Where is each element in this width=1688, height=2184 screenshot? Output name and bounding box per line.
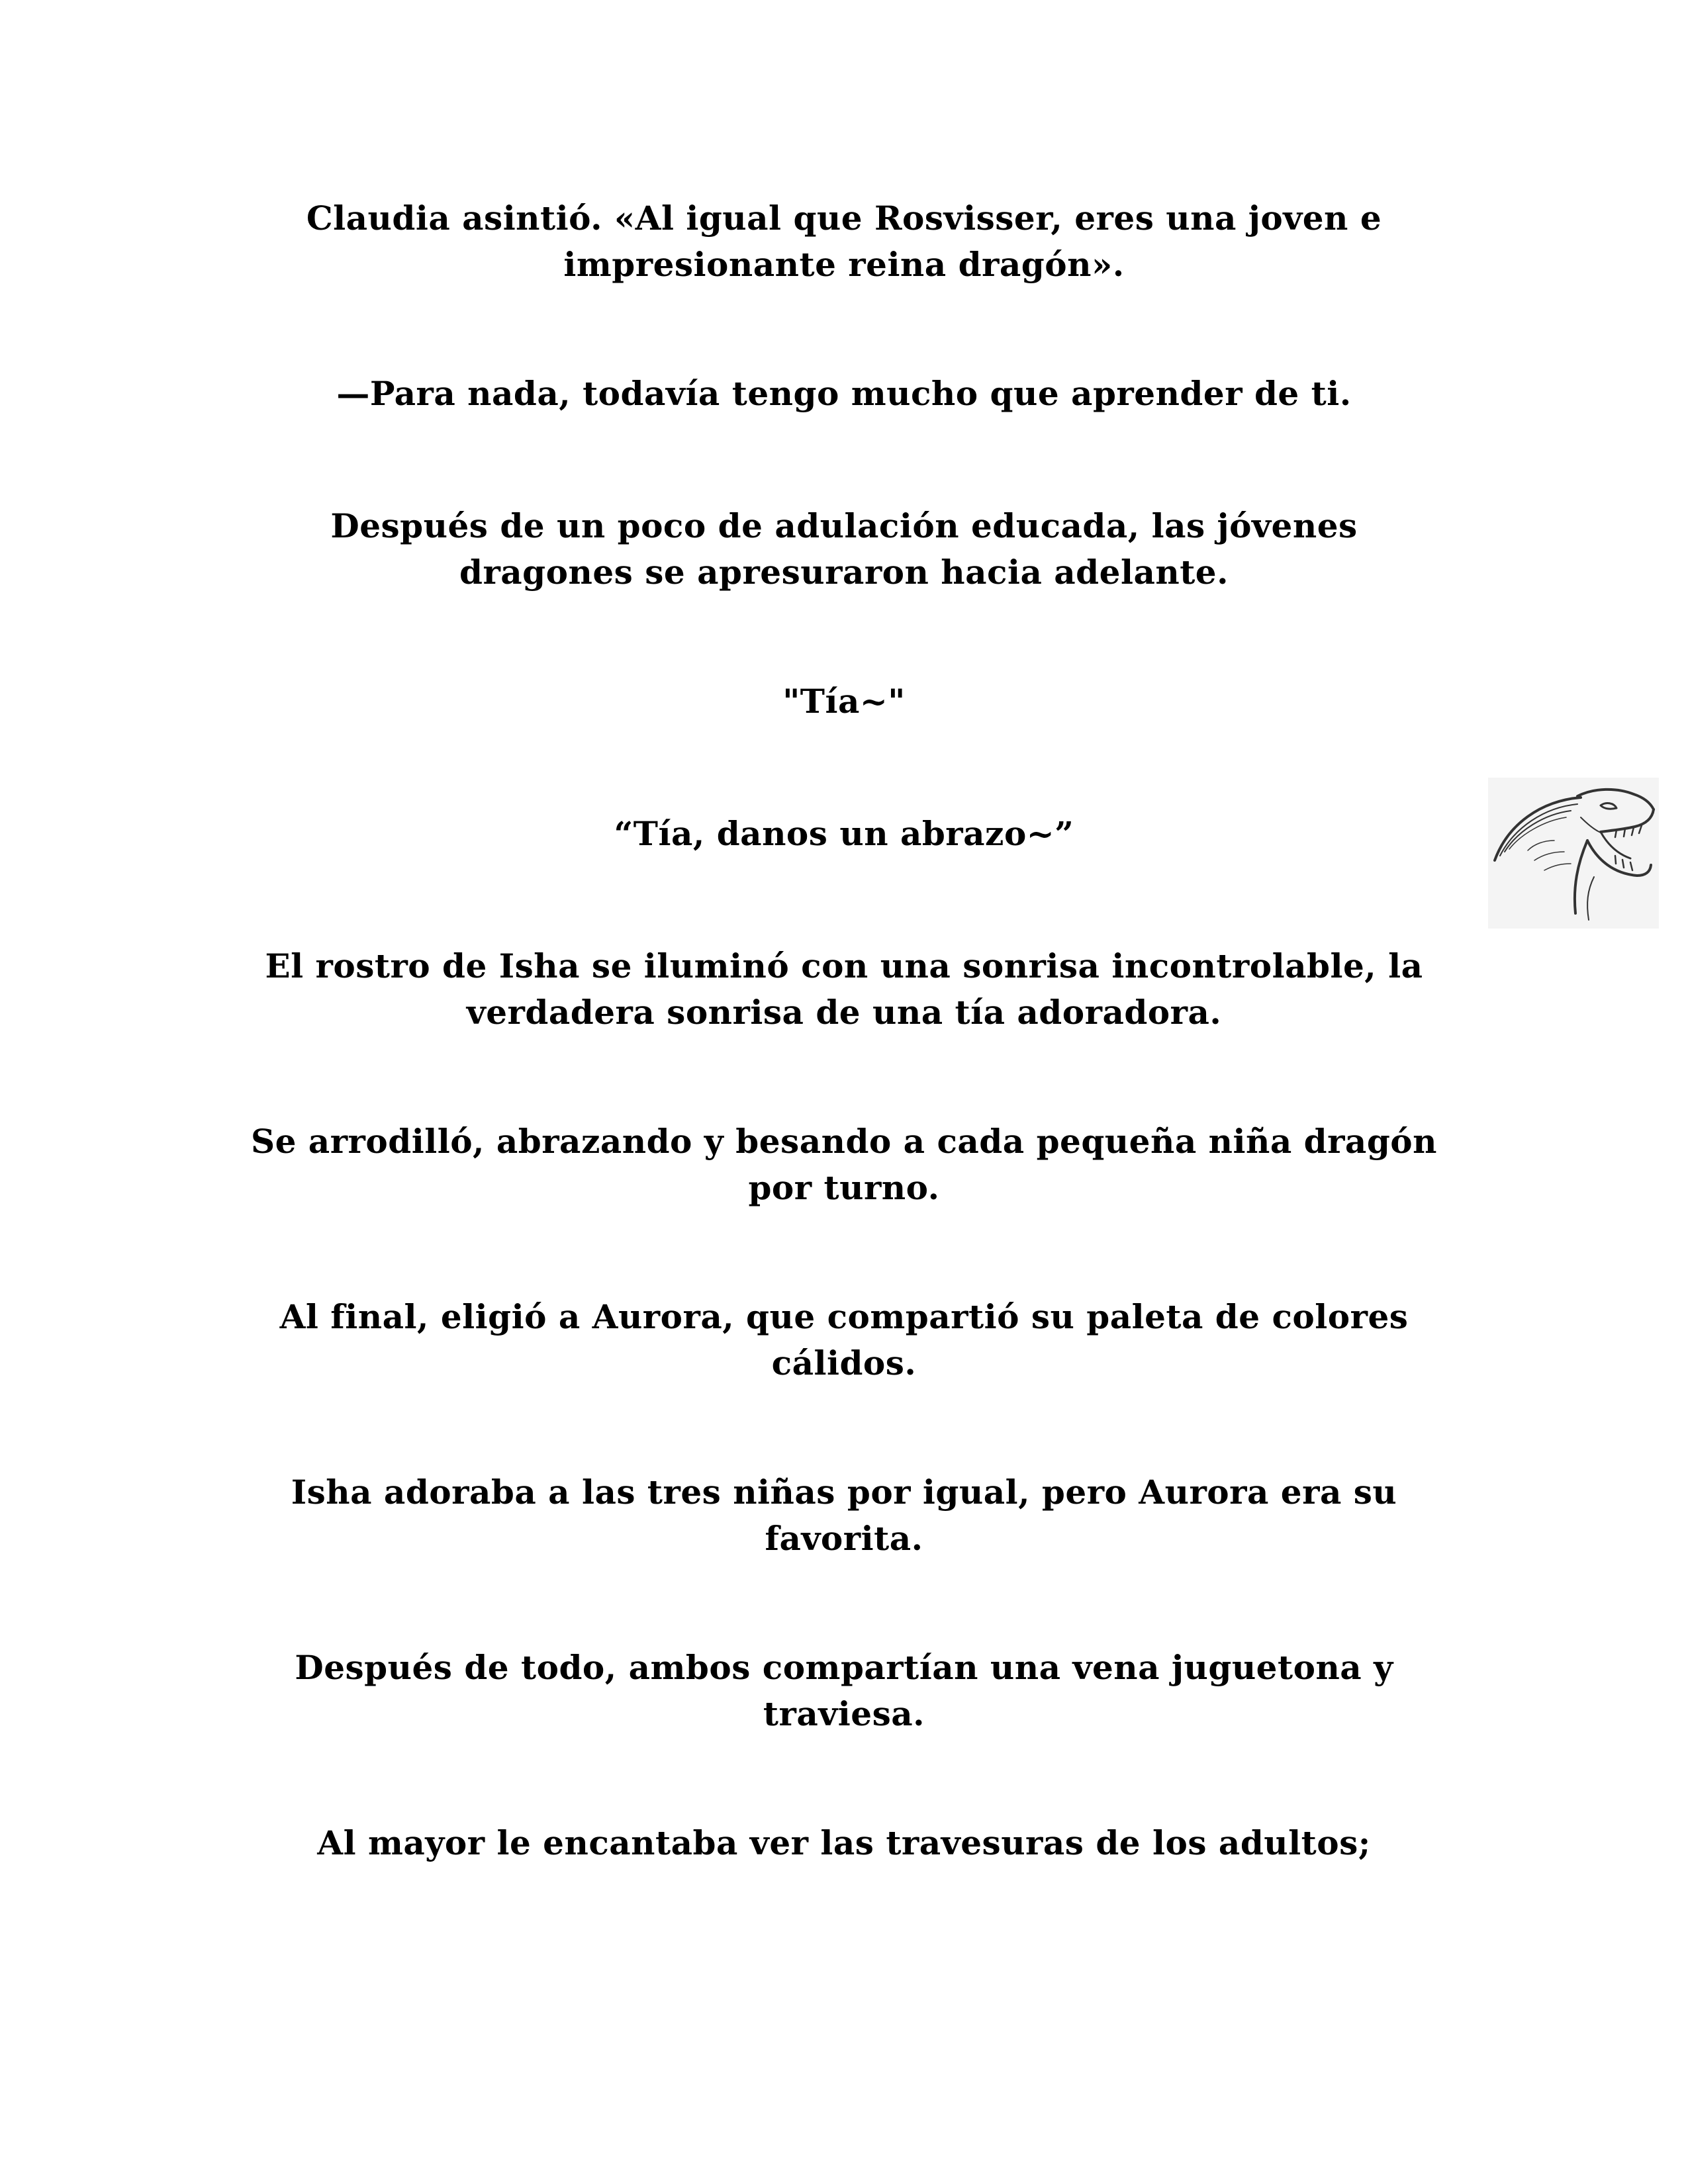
paragraph-line: Después de un poco de adulación educada, las jóvenes	[330, 506, 1358, 545]
paragraph-line: “Tía, danos un abrazo~”	[614, 814, 1074, 853]
paragraph-5	[199, 811, 1489, 857]
paragraph-line: Se arrodilló, abrazando y besando a cada pequeña niña dragón	[250, 1122, 1437, 1161]
paragraph-3	[199, 503, 1489, 596]
paragraph-line: —Para nada, todavía tengo mucho que aprender de ti.	[336, 374, 1352, 413]
paragraph-1	[199, 195, 1489, 288]
paragraph-line: cálidos.	[771, 1343, 917, 1383]
dinosaur-head-sketch-icon	[1488, 778, 1659, 929]
paragraph-6	[199, 943, 1489, 1036]
paragraph-7	[199, 1118, 1489, 1211]
paragraph-line: Claudia asintió. «Al igual que Rosvisser, eres una joven e	[306, 199, 1382, 238]
paragraph-9	[199, 1469, 1489, 1562]
paragraph-line: favorita.	[765, 1519, 923, 1558]
paragraph-line: Después de todo, ambos compartían una vena juguetona y	[295, 1648, 1393, 1687]
paragraph-8	[199, 1294, 1489, 1387]
paragraph-line: Isha adoraba a las tres niñas por igual, pero Aurora era su	[291, 1473, 1397, 1512]
paragraph-line: Al final, eligió a Aurora, que compartió su paleta de colores	[279, 1297, 1409, 1336]
paragraph-10	[199, 1645, 1489, 1737]
paragraph-line: Al mayor le encantaba ver las travesuras de los adultos;	[317, 1823, 1371, 1862]
paragraph-line: traviesa.	[763, 1694, 925, 1733]
paragraph-line: verdadera sonrisa de una tía adoradora.	[466, 993, 1222, 1032]
paragraph-11	[199, 1820, 1489, 1866]
paragraph-line: "Tía~"	[782, 682, 906, 721]
paragraph-line: por turno.	[748, 1168, 940, 1207]
paragraph-line: impresionante reina dragón».	[563, 245, 1125, 284]
paragraph-line: dragones se apresuraron hacia adelante.	[459, 553, 1229, 592]
paragraph-2	[199, 371, 1489, 417]
paragraph-4	[199, 678, 1489, 725]
paragraph-line: El rostro de Isha se iluminó con una sonrisa incontrolable, la	[265, 946, 1423, 985]
